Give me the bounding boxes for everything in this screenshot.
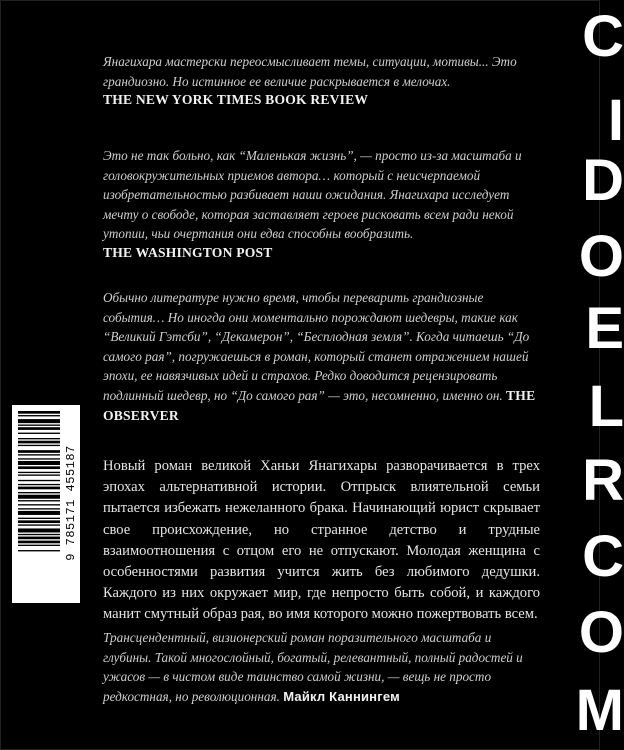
barcode-bar [18, 427, 66, 430]
barcode-bar [18, 480, 66, 481]
barcode-bar [18, 411, 66, 414]
isbn-text: 9 785171 455187 [64, 445, 78, 561]
barcode-bar [18, 461, 66, 465]
barcode-bar [18, 550, 66, 551]
isbn-number [60, 405, 80, 603]
barcode-bar [18, 500, 66, 501]
barcode-bar [18, 419, 66, 423]
review-source: THE NEW YORK TIMES BOOK REVIEW [103, 92, 369, 108]
spine-decoration: C [582, 524, 624, 589]
spine-decoration: L [588, 374, 624, 439]
review-source: THE WASHINGTON POST [103, 244, 273, 260]
barcode-bar [18, 433, 66, 434]
barcode-bar [18, 495, 66, 499]
barcode-bar [18, 537, 66, 540]
review-observer [103, 288, 540, 425]
barcode-bar [18, 492, 66, 493]
barcode-bar [18, 484, 66, 485]
review-quote: Янагихара мастерски переосмысливает темы, ситуации, мотивы... Это грандиозно. Но истинное ее величие раскрывается в мелочах. [103, 54, 517, 89]
review-washington-post [103, 146, 540, 261]
review-quote: Это не так больно, как “Маленькая жизнь”, — просто из-за масштаба и головокружительных приемов автора… который с неисчерпаемой изобретательностью разбивает наши ожидания. Янагихара исследует мечту о свободе, которая заставляет героев рисковать всем ради некой утопии, чьи очертания они едва способны вообразить. [103, 148, 522, 242]
barcode-bar [18, 425, 66, 426]
barcode-bar [18, 541, 66, 544]
barcode-bar [18, 472, 66, 473]
barcode-bar [18, 504, 66, 505]
barcode-bar [18, 438, 66, 439]
spine-decoration: E [585, 296, 624, 361]
barcode-bar [18, 534, 66, 535]
barcode-bar [18, 545, 66, 546]
barcode-bar [18, 508, 66, 509]
review-cunningham [103, 628, 540, 706]
barcode-bar [18, 415, 66, 416]
barcode-bar [18, 454, 66, 455]
barcode-bar [18, 466, 66, 469]
barcode-bar [18, 474, 66, 475]
spine-decoration: R [582, 448, 624, 513]
spine-decoration: C [582, 4, 624, 69]
review-quote: Обычно литературе нужно время, чтобы переварить грандиозные события… Но иногда они моментально порождают шедевры, такие как “Великий Гэтсби”, “Декамерон”, “Бесплодная земля”. Когда читаешь “До самого рая”, погружаешься в роман, который станет отражением нашей эпохи, ее навязчивых идей и страхов. Редко доводится рецензировать подлинный шедевр, но “До самого рая” — это, несомненно, именно он. THE OBSERVER [103, 290, 536, 423]
barcode-bar [18, 520, 66, 523]
spine-decoration: O [578, 224, 624, 289]
review-nyt [103, 52, 540, 108]
barcode-bar [18, 487, 66, 490]
review-source: THE OBSERVER [103, 387, 536, 423]
barcode-bar [18, 524, 66, 525]
barcode-bar [18, 511, 66, 515]
spine-decoration: D [582, 148, 624, 213]
barcode-bar [18, 458, 66, 459]
book-synopsis: Новый роман великой Ханьи Янагихары разворачивается в трех эпохах альтернативной истории. Отпрыск влиятельной семьи пытается избежать нежеланного брака. Начинающий юрист скрывает свое происхождение, но странное детство и трудные взаимоотношения с отцом его не отпускают. Молодая женщина с особенностями развития учится жить без любимого дедушки. Каждого из них окружает мир, где непросто быть собой, и каждого манит смутный образ рая, во имя которого можно пожертвовать всем. [103, 458, 540, 623]
barcode-bar [18, 528, 66, 532]
spine-decoration: M [575, 678, 624, 743]
spine-decoration: O [578, 600, 624, 665]
spine-decoration: I [607, 88, 624, 153]
barcode-bar [18, 518, 66, 519]
barcode-bar [18, 450, 66, 453]
review-source: Майкл Каннингем [283, 688, 400, 704]
review-quote: Трансцендентный, визионерский роман поразительного масштаба и глубины. Такой многослойный, богатый, релевантный, полный радостей и ужасов — в чистом виде таинство самой жизни, — вещь не просто редкостная, но революционная. Майкл Каннингем [103, 630, 523, 704]
barcode-bar [18, 445, 66, 446]
barcode-bar [18, 441, 66, 444]
